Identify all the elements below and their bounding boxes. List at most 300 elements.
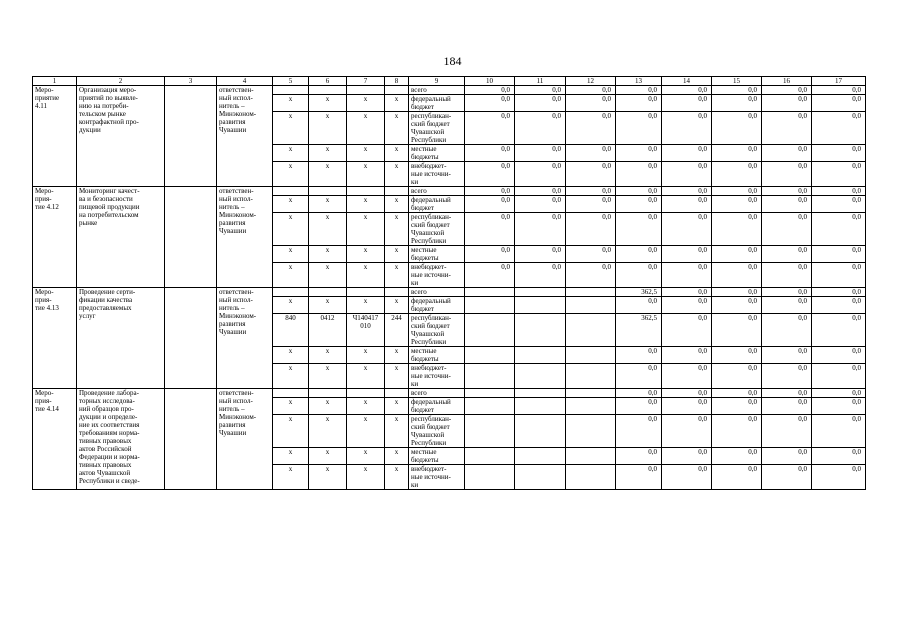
admin-code-cell: х xyxy=(273,162,309,187)
funding-source-cell: федеральный бюджет xyxy=(409,297,465,314)
value-cell xyxy=(465,389,515,398)
value-cell: 0,0 xyxy=(762,112,812,145)
funding-source-cell: республикан- ский бюджет Чувашской Республики xyxy=(409,213,465,246)
value-cell: 0,0 xyxy=(812,364,866,389)
measure-name-cell: Проведение лабора- торных исследова- ний образцов про- дукции и определе- ние их соответствия требованиям норма- тивных правовых актов Российской Федерации и норма- тивных правовых актов Чувашской Республики и сведе- xyxy=(77,389,165,490)
section-code-cell: х xyxy=(309,297,347,314)
value-cell: 0,0 xyxy=(762,398,812,415)
value-cell: 0,0 xyxy=(712,187,762,196)
target-article-cell: х xyxy=(347,246,385,263)
value-cell: 0,0 xyxy=(812,314,866,347)
section-code-cell: х xyxy=(309,465,347,490)
value-cell: 0,0 xyxy=(812,347,866,364)
value-cell: 0,0 xyxy=(616,145,662,162)
value-cell: 0,0 xyxy=(616,389,662,398)
value-cell: 0,0 xyxy=(762,364,812,389)
value-cell: 0,0 xyxy=(762,288,812,297)
value-cell: 0,0 xyxy=(812,448,866,465)
section-code-cell xyxy=(309,187,347,196)
target-article-cell: х xyxy=(347,145,385,162)
column-number-cell: 3 xyxy=(165,77,217,86)
value-cell: 0,0 xyxy=(712,415,762,448)
target-article-cell xyxy=(347,187,385,196)
funding-source-cell: республикан- ский бюджет Чувашской Республики xyxy=(409,314,465,347)
section-code-cell: х xyxy=(309,162,347,187)
expense-type-cell: х xyxy=(385,398,409,415)
target-article-cell: х xyxy=(347,398,385,415)
expense-type-cell xyxy=(385,86,409,95)
co-executor-cell xyxy=(165,288,217,389)
value-cell: 0,0 xyxy=(465,162,515,187)
value-cell: 0,0 xyxy=(662,187,712,196)
value-cell: 0,0 xyxy=(662,415,712,448)
funding-source-cell: местные бюджеты xyxy=(409,347,465,364)
target-article-cell: Ч140417 010 xyxy=(347,314,385,347)
value-cell: 0,0 xyxy=(616,448,662,465)
value-cell: 0,0 xyxy=(712,196,762,213)
table-row xyxy=(33,86,866,95)
value-cell: 0,0 xyxy=(812,162,866,187)
value-cell: 0,0 xyxy=(465,145,515,162)
value-cell: 0,0 xyxy=(616,86,662,95)
value-cell: 0,0 xyxy=(762,196,812,213)
section-code-cell xyxy=(309,389,347,398)
admin-code-cell xyxy=(273,187,309,196)
value-cell: 0,0 xyxy=(515,95,566,112)
value-cell: 0,0 xyxy=(812,246,866,263)
expense-type-cell: х xyxy=(385,145,409,162)
value-cell: 0,0 xyxy=(662,112,712,145)
value-cell: 0,0 xyxy=(762,415,812,448)
column-number-cell: 6 xyxy=(309,77,347,86)
column-number-cell: 13 xyxy=(616,77,662,86)
expense-type-cell: х xyxy=(385,95,409,112)
table-row xyxy=(33,389,866,398)
value-cell: 0,0 xyxy=(812,415,866,448)
value-cell xyxy=(465,288,515,297)
value-cell: 0,0 xyxy=(712,162,762,187)
value-cell: 0,0 xyxy=(566,145,616,162)
value-cell: 0,0 xyxy=(712,86,762,95)
value-cell: 0,0 xyxy=(662,145,712,162)
value-cell xyxy=(566,314,616,347)
target-article-cell: х xyxy=(347,213,385,246)
value-cell: 0,0 xyxy=(812,398,866,415)
admin-code-cell xyxy=(273,389,309,398)
value-cell: 0,0 xyxy=(515,112,566,145)
value-cell xyxy=(515,314,566,347)
value-cell xyxy=(515,364,566,389)
expense-type-cell: х xyxy=(385,364,409,389)
budget-table xyxy=(32,76,866,490)
value-cell: 0,0 xyxy=(762,246,812,263)
value-cell: 0,0 xyxy=(465,86,515,95)
table-row xyxy=(33,288,866,297)
value-cell xyxy=(465,398,515,415)
value-cell xyxy=(566,288,616,297)
value-cell: 0,0 xyxy=(566,213,616,246)
value-cell: 0,0 xyxy=(616,187,662,196)
responsible-executor-cell: ответствен- ный испол- нитель – Минэконом- развития Чувашии xyxy=(217,187,273,288)
value-cell: 0,0 xyxy=(662,95,712,112)
expense-type-cell: х xyxy=(385,162,409,187)
target-article-cell: х xyxy=(347,112,385,145)
target-article-cell xyxy=(347,86,385,95)
value-cell: 0,0 xyxy=(465,263,515,288)
value-cell: 0,0 xyxy=(662,213,712,246)
admin-code-cell: х xyxy=(273,246,309,263)
value-cell: 0,0 xyxy=(566,187,616,196)
value-cell xyxy=(515,398,566,415)
value-cell: 0,0 xyxy=(812,187,866,196)
value-cell: 0,0 xyxy=(465,246,515,263)
value-cell xyxy=(566,448,616,465)
section-code-cell: х xyxy=(309,213,347,246)
value-cell: 0,0 xyxy=(762,213,812,246)
value-cell xyxy=(566,398,616,415)
funding-source-cell: всего xyxy=(409,86,465,95)
co-executor-cell xyxy=(165,187,217,288)
column-number-cell: 16 xyxy=(762,77,812,86)
target-article-cell xyxy=(347,389,385,398)
value-cell: 0,0 xyxy=(616,112,662,145)
value-cell xyxy=(515,448,566,465)
section-code-cell: х xyxy=(309,246,347,263)
target-article-cell: х xyxy=(347,263,385,288)
measure-code-cell: Меро- прия- тие 4.12 xyxy=(33,187,77,288)
funding-source-cell: внебюджет- ные источни- ки xyxy=(409,162,465,187)
value-cell: 0,0 xyxy=(616,398,662,415)
expense-type-cell: х xyxy=(385,448,409,465)
value-cell: 0,0 xyxy=(465,95,515,112)
value-cell: 0,0 xyxy=(465,187,515,196)
value-cell: 0,0 xyxy=(812,86,866,95)
value-cell: 0,0 xyxy=(566,112,616,145)
value-cell: 0,0 xyxy=(712,314,762,347)
expense-type-cell: 244 xyxy=(385,314,409,347)
funding-source-cell: местные бюджеты xyxy=(409,145,465,162)
column-number-cell: 2 xyxy=(77,77,165,86)
value-cell: 0,0 xyxy=(515,263,566,288)
column-number-cell: 12 xyxy=(566,77,616,86)
value-cell: 0,0 xyxy=(712,297,762,314)
admin-code-cell: х xyxy=(273,398,309,415)
value-cell: 0,0 xyxy=(812,95,866,112)
expense-type-cell: х xyxy=(385,213,409,246)
funding-source-cell: местные бюджеты xyxy=(409,246,465,263)
value-cell: 0,0 xyxy=(662,347,712,364)
measure-code-cell: Меро- прия- тие 4.14 xyxy=(33,389,77,490)
funding-source-cell: внебюджет- ные источни- ки xyxy=(409,465,465,490)
column-number-cell: 8 xyxy=(385,77,409,86)
value-cell: 0,0 xyxy=(762,297,812,314)
page-number: 184 xyxy=(443,54,462,68)
value-cell: 0,0 xyxy=(465,112,515,145)
value-cell: 0,0 xyxy=(812,213,866,246)
value-cell: 0,0 xyxy=(662,246,712,263)
column-number-cell: 15 xyxy=(712,77,762,86)
value-cell: 0,0 xyxy=(812,465,866,490)
value-cell: 0,0 xyxy=(762,448,812,465)
admin-code-cell: х xyxy=(273,297,309,314)
column-number-cell: 17 xyxy=(812,77,866,86)
funding-source-cell: республикан- ский бюджет Чувашской Республики xyxy=(409,112,465,145)
column-numbers-row xyxy=(33,77,866,86)
measure-code-cell: Меро- прия- тие 4.13 xyxy=(33,288,77,389)
expense-type-cell: х xyxy=(385,415,409,448)
value-cell: 0,0 xyxy=(762,465,812,490)
value-cell: 0,0 xyxy=(515,187,566,196)
value-cell: 0,0 xyxy=(616,465,662,490)
expense-type-cell: х xyxy=(385,196,409,213)
section-code-cell: х xyxy=(309,415,347,448)
value-cell: 0,0 xyxy=(812,288,866,297)
expense-type-cell: х xyxy=(385,263,409,288)
target-article-cell: х xyxy=(347,347,385,364)
funding-source-cell: внебюджет- ные источни- ки xyxy=(409,364,465,389)
value-cell: 0,0 xyxy=(762,86,812,95)
admin-code-cell: 840 xyxy=(273,314,309,347)
value-cell: 0,0 xyxy=(712,213,762,246)
value-cell: 0,0 xyxy=(762,162,812,187)
section-code-cell: х xyxy=(309,398,347,415)
admin-code-cell xyxy=(273,86,309,95)
column-number-cell: 10 xyxy=(465,77,515,86)
admin-code-cell: х xyxy=(273,465,309,490)
value-cell: 0,0 xyxy=(616,263,662,288)
value-cell xyxy=(566,389,616,398)
value-cell: 0,0 xyxy=(812,112,866,145)
section-code-cell: х xyxy=(309,145,347,162)
value-cell xyxy=(515,415,566,448)
value-cell xyxy=(465,465,515,490)
value-cell: 0,0 xyxy=(515,86,566,95)
value-cell: 0,0 xyxy=(662,398,712,415)
value-cell: 0,0 xyxy=(515,162,566,187)
section-code-cell: х xyxy=(309,263,347,288)
funding-source-cell: всего xyxy=(409,389,465,398)
value-cell: 0,0 xyxy=(662,297,712,314)
target-article-cell: х xyxy=(347,448,385,465)
admin-code-cell: х xyxy=(273,364,309,389)
value-cell: 0,0 xyxy=(662,314,712,347)
value-cell: 0,0 xyxy=(616,162,662,187)
target-article-cell: х xyxy=(347,364,385,389)
funding-source-cell: всего xyxy=(409,288,465,297)
value-cell xyxy=(465,314,515,347)
value-cell xyxy=(515,465,566,490)
value-cell: 0,0 xyxy=(812,389,866,398)
funding-source-cell: федеральный бюджет xyxy=(409,398,465,415)
value-cell: 362,5 xyxy=(616,314,662,347)
column-number-cell: 11 xyxy=(515,77,566,86)
expense-type-cell: х xyxy=(385,465,409,490)
column-number-cell: 5 xyxy=(273,77,309,86)
value-cell: 0,0 xyxy=(465,213,515,246)
section-code-cell: х xyxy=(309,347,347,364)
value-cell: 0,0 xyxy=(616,213,662,246)
value-cell: 0,0 xyxy=(662,364,712,389)
value-cell: 0,0 xyxy=(662,86,712,95)
value-cell: 0,0 xyxy=(762,145,812,162)
value-cell xyxy=(465,297,515,314)
funding-source-cell: всего xyxy=(409,187,465,196)
value-cell: 0,0 xyxy=(616,347,662,364)
value-cell: 0,0 xyxy=(762,314,812,347)
admin-code-cell: х xyxy=(273,415,309,448)
value-cell: 0,0 xyxy=(712,263,762,288)
value-cell: 0,0 xyxy=(465,196,515,213)
value-cell: 0,0 xyxy=(712,246,762,263)
value-cell: 0,0 xyxy=(515,196,566,213)
value-cell: 0,0 xyxy=(566,246,616,263)
value-cell: 0,0 xyxy=(762,187,812,196)
value-cell: 0,0 xyxy=(616,95,662,112)
co-executor-cell xyxy=(165,86,217,187)
funding-source-cell: федеральный бюджет xyxy=(409,95,465,112)
section-code-cell: х xyxy=(309,364,347,389)
value-cell xyxy=(566,347,616,364)
co-executor-cell xyxy=(165,389,217,490)
value-cell xyxy=(566,465,616,490)
admin-code-cell: х xyxy=(273,145,309,162)
value-cell: 0,0 xyxy=(812,263,866,288)
expense-type-cell: х xyxy=(385,347,409,364)
value-cell: 0,0 xyxy=(566,95,616,112)
value-cell: 0,0 xyxy=(712,465,762,490)
target-article-cell: х xyxy=(347,162,385,187)
value-cell: 0,0 xyxy=(762,347,812,364)
admin-code-cell: х xyxy=(273,213,309,246)
funding-source-cell: республикан- ский бюджет Чувашской Республики xyxy=(409,415,465,448)
value-cell: 0,0 xyxy=(566,263,616,288)
admin-code-cell: х xyxy=(273,448,309,465)
value-cell: 0,0 xyxy=(712,347,762,364)
section-code-cell: х xyxy=(309,196,347,213)
table-body xyxy=(33,77,866,490)
value-cell: 0,0 xyxy=(662,288,712,297)
value-cell: 0,0 xyxy=(712,145,762,162)
value-cell xyxy=(465,448,515,465)
target-article-cell: х xyxy=(347,415,385,448)
value-cell: 0,0 xyxy=(662,162,712,187)
value-cell xyxy=(515,288,566,297)
value-cell: 0,0 xyxy=(662,465,712,490)
value-cell: 0,0 xyxy=(515,246,566,263)
responsible-executor-cell: ответствен- ный испол- нитель – Минэконом- развития Чувашии xyxy=(217,288,273,389)
admin-code-cell: х xyxy=(273,112,309,145)
value-cell: 0,0 xyxy=(515,213,566,246)
expense-type-cell xyxy=(385,288,409,297)
column-number-cell: 14 xyxy=(662,77,712,86)
value-cell xyxy=(566,415,616,448)
table-row xyxy=(33,187,866,196)
value-cell xyxy=(465,415,515,448)
funding-source-cell: местные бюджеты xyxy=(409,448,465,465)
target-article-cell: х xyxy=(347,196,385,213)
value-cell: 0,0 xyxy=(616,246,662,263)
value-cell: 0,0 xyxy=(616,364,662,389)
column-number-cell: 4 xyxy=(217,77,273,86)
value-cell: 0,0 xyxy=(616,196,662,213)
value-cell: 0,0 xyxy=(566,162,616,187)
value-cell: 0,0 xyxy=(762,95,812,112)
column-number-cell: 9 xyxy=(409,77,465,86)
section-code-cell: х xyxy=(309,448,347,465)
expense-type-cell: х xyxy=(385,246,409,263)
admin-code-cell: х xyxy=(273,263,309,288)
measure-code-cell: Меро- приятие 4.11 xyxy=(33,86,77,187)
funding-source-cell: федеральный бюджет xyxy=(409,196,465,213)
value-cell xyxy=(566,297,616,314)
admin-code-cell: х xyxy=(273,196,309,213)
section-code-cell: х xyxy=(309,95,347,112)
value-cell: 0,0 xyxy=(712,95,762,112)
admin-code-cell: х xyxy=(273,347,309,364)
value-cell: 0,0 xyxy=(712,364,762,389)
admin-code-cell xyxy=(273,288,309,297)
value-cell: 362,5 xyxy=(616,288,662,297)
value-cell: 0,0 xyxy=(566,86,616,95)
value-cell: 0,0 xyxy=(712,448,762,465)
measure-name-cell: Мониторинг качест- ва и безопасности пищевой продукции на потребительском рынке xyxy=(77,187,165,288)
measure-name-cell: Организация меро- приятий по выявле- нию на потреби- тельском рынке контрафактной про- дукции xyxy=(77,86,165,187)
value-cell: 0,0 xyxy=(812,196,866,213)
target-article-cell: х xyxy=(347,297,385,314)
value-cell: 0,0 xyxy=(712,398,762,415)
value-cell: 0,0 xyxy=(762,263,812,288)
value-cell: 0,0 xyxy=(812,297,866,314)
expense-type-cell: х xyxy=(385,297,409,314)
column-number-cell: 1 xyxy=(33,77,77,86)
measure-name-cell: Проведение серти- фикации качества предоставляемых услуг xyxy=(77,288,165,389)
value-cell xyxy=(515,297,566,314)
value-cell: 0,0 xyxy=(762,389,812,398)
value-cell: 0,0 xyxy=(712,288,762,297)
value-cell xyxy=(465,364,515,389)
value-cell: 0,0 xyxy=(515,145,566,162)
value-cell: 0,0 xyxy=(566,196,616,213)
target-article-cell: х xyxy=(347,465,385,490)
section-code-cell: х xyxy=(309,112,347,145)
expense-type-cell xyxy=(385,389,409,398)
value-cell xyxy=(515,347,566,364)
value-cell xyxy=(515,389,566,398)
value-cell: 0,0 xyxy=(712,389,762,398)
admin-code-cell: х xyxy=(273,95,309,112)
section-code-cell: 0412 xyxy=(309,314,347,347)
value-cell xyxy=(465,347,515,364)
value-cell: 0,0 xyxy=(662,263,712,288)
value-cell: 0,0 xyxy=(662,389,712,398)
target-article-cell: х xyxy=(347,95,385,112)
responsible-executor-cell: ответствен- ный испол- нитель – Минэконом- развития Чувашии xyxy=(217,86,273,187)
column-number-cell: 7 xyxy=(347,77,385,86)
funding-source-cell: внебюджет- ные источни- ки xyxy=(409,263,465,288)
expense-type-cell: х xyxy=(385,112,409,145)
value-cell: 0,0 xyxy=(616,415,662,448)
value-cell xyxy=(566,364,616,389)
value-cell: 0,0 xyxy=(662,448,712,465)
value-cell: 0,0 xyxy=(712,112,762,145)
section-code-cell xyxy=(309,86,347,95)
responsible-executor-cell: ответствен- ный испол- нитель – Минэконом- развития Чувашии xyxy=(217,389,273,490)
value-cell: 0,0 xyxy=(616,297,662,314)
target-article-cell xyxy=(347,288,385,297)
value-cell: 0,0 xyxy=(662,196,712,213)
value-cell: 0,0 xyxy=(812,145,866,162)
section-code-cell xyxy=(309,288,347,297)
